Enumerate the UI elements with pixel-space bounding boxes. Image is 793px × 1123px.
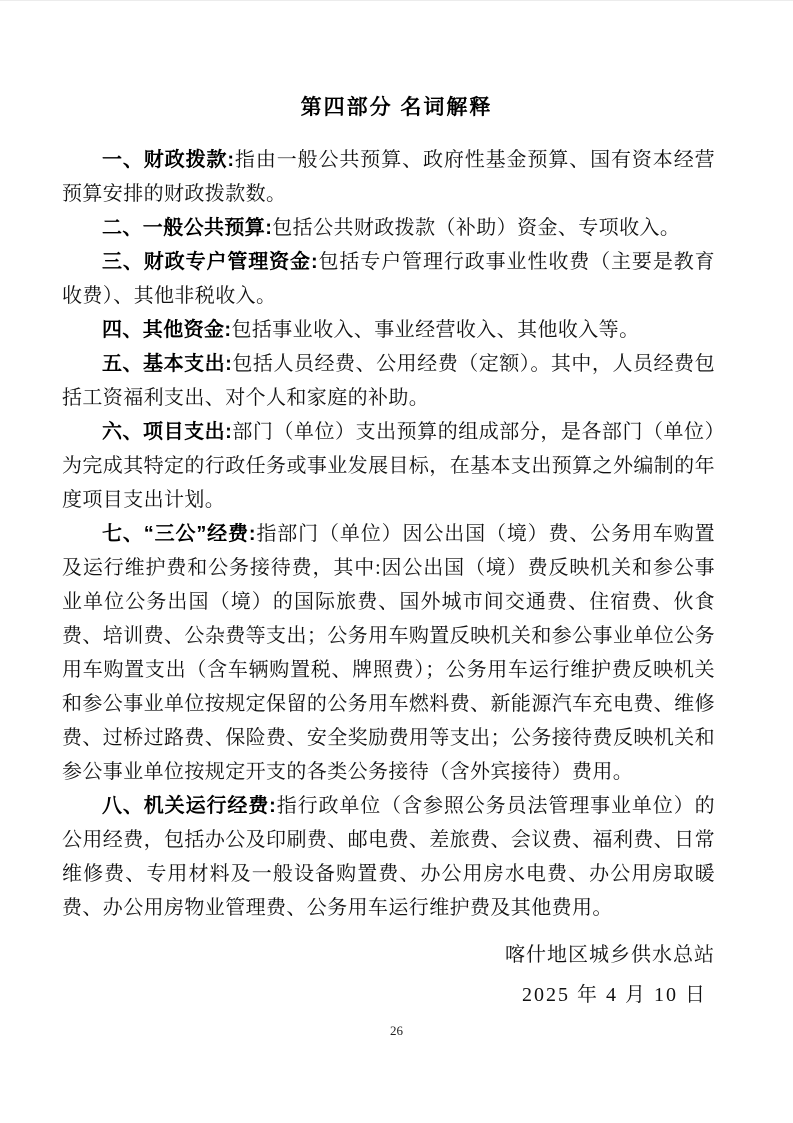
document-body xyxy=(62,143,715,925)
definition-paragraph xyxy=(62,245,715,313)
term-definition: 包括人员经费、公用经费（定额）。其中，人员经费包括工资福利支出、对个人和家庭的补助。 xyxy=(62,353,715,409)
term-definition: 指行政单位（含参照公务员法管理事业单位）的公用经费，包括办公及印刷费、邮电费、差旅费、会议费、福利费、日常维修费、专用材料及一般设备购置费、办公用房水电费、办公用房取暖费、办公用房物业管理费、公务用车运行维护费及其他费用。 xyxy=(62,795,715,919)
definition-paragraph xyxy=(62,313,715,347)
definition-paragraph xyxy=(62,415,715,517)
page-number: 26 xyxy=(390,1023,403,1038)
term-definition: 指部门（单位）因公出国（境）费、公务用车购置及运行维护费和公务接待费，其中:因公出国（境）费反映机关和参公事业单位公务出国（境）的国际旅费、国外城市间交通费、住宿费、伙食费、培训费、公杂费等支出；公务用车购置反映机关和参公事业单位公务用车购置支出（含车辆购置税、牌照费）；公务用车运行维护费反映机关和参公事业单位按规定保留的公务用车燃料费、新能源汽车充电费、维修费、过桥过路费、保险费、安全奖励费用等支出；公务接待费反映机关和参公事业单位按规定开支的各类公务接待（含外宾接待）费用。 xyxy=(62,523,715,783)
page-title: 第四部分 名词解释 xyxy=(300,96,493,119)
signature-date: 2025 年 4 月 10 日 xyxy=(522,984,707,1006)
definition-paragraph xyxy=(62,789,715,925)
term-label: 八、机关运行经费: xyxy=(102,795,277,817)
signature-block xyxy=(62,935,715,1015)
definition-paragraph xyxy=(62,347,715,415)
term-definition: 指由一般公共预算、政府性基金预算、国有资本经营预算安排的财政拨款数。 xyxy=(62,149,716,205)
term-label: 六、项目支出: xyxy=(102,421,233,443)
definition-paragraph xyxy=(62,517,715,789)
term-label: 五、基本支出: xyxy=(102,353,233,375)
definition-paragraph xyxy=(62,143,715,211)
term-definition: 包括专户管理行政事业性收费（主要是教育收费）、其他非税收入。 xyxy=(62,251,716,307)
term-definition: 包括事业收入、事业经营收入、其他收入等。 xyxy=(231,319,640,341)
term-definition: 包括公共财政拨款（补助）资金、专项收入。 xyxy=(272,217,681,239)
term-label: 一、财政拨款: xyxy=(102,149,235,171)
term-definition: 部门（单位）支出预算的组成部分，是各部门（单位）为完成其特定的行政任务或事业发展目标，在基本支出预算之外编制的年度项目支出计划。 xyxy=(62,421,715,511)
term-label: 七、“三公”经费: xyxy=(102,523,256,545)
definition-paragraph xyxy=(62,211,715,245)
term-label: 二、一般公共预算: xyxy=(102,217,273,239)
term-label: 三、财政专户管理资金: xyxy=(102,251,319,273)
term-label: 四、其他资金: xyxy=(102,319,232,341)
signature-organization: 喀什地区城乡供水总站 xyxy=(505,944,715,966)
